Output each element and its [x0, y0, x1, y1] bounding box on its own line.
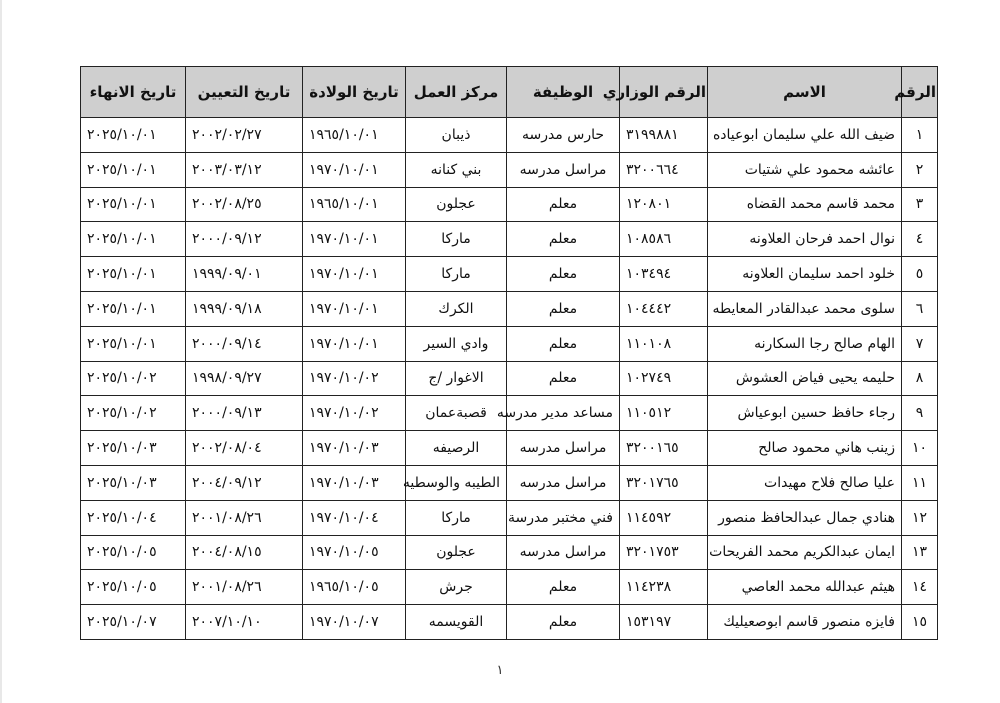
cell-num: ١٥ — [902, 605, 938, 640]
cell-job: معلم — [507, 222, 620, 257]
cell-ministry-id: ١١٤٢٣٨ — [620, 570, 708, 605]
cell-name: ايمان عبدالكريم محمد الفريحات — [708, 535, 902, 570]
cell-num: ٣ — [902, 187, 938, 222]
cell-name: فايزه منصور قاسم ابوصعيليك — [708, 605, 902, 640]
cell-ministry-id: ١٢٠٨٠١ — [620, 187, 708, 222]
header-num: الرقم — [902, 67, 938, 118]
cell-name: سلوى محمد عبدالقادر المعايطه — [708, 291, 902, 326]
cell-birth-date: ١٩٧٠/١٠/٠٢ — [303, 361, 406, 396]
cell-num: ٩ — [902, 396, 938, 431]
cell-workplace: الكرك — [406, 291, 507, 326]
cell-name: الهام صالح رجا السكارنه — [708, 326, 902, 361]
cell-birth-date: ١٩٧٠/١٠/٠١ — [303, 326, 406, 361]
cell-job: مراسل مدرسه — [507, 465, 620, 500]
cell-name: خلود احمد سليمان العلاونه — [708, 257, 902, 292]
cell-appointment-date: ٢٠٠٢/٠٨/٠٤ — [186, 431, 303, 466]
cell-ministry-id: ٣٢٠٠١٦٥ — [620, 431, 708, 466]
cell-end-date: ٢٠٢٥/١٠/٠١ — [81, 222, 186, 257]
cell-birth-date: ١٩٧٠/١٠/٠١ — [303, 152, 406, 187]
header-end-date: تاريخ الانهاء — [81, 67, 186, 118]
cell-workplace: جرش — [406, 570, 507, 605]
cell-birth-date: ١٩٧٠/١٠/٠١ — [303, 222, 406, 257]
cell-appointment-date: ٢٠٠٢/٠٨/٢٥ — [186, 187, 303, 222]
cell-name: محمد قاسم محمد القضاه — [708, 187, 902, 222]
table-row — [81, 465, 938, 500]
cell-num: ١٠ — [902, 431, 938, 466]
cell-appointment-date: ٢٠٠٤/٠٨/١٥ — [186, 535, 303, 570]
cell-workplace: عجلون — [406, 187, 507, 222]
header-appointment-date: تاريخ التعيين — [186, 67, 303, 118]
cell-appointment-date: ٢٠٠٧/١٠/١٠ — [186, 605, 303, 640]
cell-end-date: ٢٠٢٥/١٠/٠٢ — [81, 361, 186, 396]
cell-ministry-id: ٣٢٠١٧٥٣ — [620, 535, 708, 570]
cell-job: معلم — [507, 257, 620, 292]
table-row — [81, 222, 938, 257]
cell-appointment-date: ٢٠٠٠/٠٩/١٢ — [186, 222, 303, 257]
cell-workplace: وادي السير — [406, 326, 507, 361]
cell-end-date: ٢٠٢٥/١٠/٠١ — [81, 257, 186, 292]
cell-num: ٢ — [902, 152, 938, 187]
header-workplace: مركز العمل — [406, 67, 507, 118]
cell-birth-date: ١٩٧٠/١٠/٠١ — [303, 291, 406, 326]
cell-end-date: ٢٠٢٥/١٠/٠١ — [81, 152, 186, 187]
table-row — [81, 152, 938, 187]
cell-ministry-id: ٣١٩٩٨٨١ — [620, 118, 708, 153]
cell-job: معلم — [507, 326, 620, 361]
cell-ministry-id: ١٠٣٤٩٤ — [620, 257, 708, 292]
cell-end-date: ٢٠٢٥/١٠/٠١ — [81, 118, 186, 153]
cell-num: ١٢ — [902, 500, 938, 535]
cell-appointment-date: ٢٠٠١/٠٨/٢٦ — [186, 500, 303, 535]
table-row — [81, 361, 938, 396]
cell-workplace: الرصيفه — [406, 431, 507, 466]
cell-workplace: الاغوار /ج — [406, 361, 507, 396]
cell-birth-date: ١٩٦٥/١٠/٠١ — [303, 118, 406, 153]
cell-job: مراسل مدرسه — [507, 152, 620, 187]
cell-num: ٤ — [902, 222, 938, 257]
table-row — [81, 500, 938, 535]
cell-name: هيثم عبدالله محمد العاصي — [708, 570, 902, 605]
cell-job: مراسل مدرسه — [507, 431, 620, 466]
cell-ministry-id: ١٠٨٥٨٦ — [620, 222, 708, 257]
cell-end-date: ٢٠٢٥/١٠/٠٣ — [81, 465, 186, 500]
header-job: الوظيفة — [507, 67, 620, 118]
cell-birth-date: ١٩٦٥/١٠/٠١ — [303, 187, 406, 222]
cell-name: زينب هاني محمود صالح — [708, 431, 902, 466]
cell-name: عائشه محمود علي شتيات — [708, 152, 902, 187]
cell-end-date: ٢٠٢٥/١٠/٠٢ — [81, 396, 186, 431]
cell-workplace: ماركا — [406, 500, 507, 535]
cell-num: ١١ — [902, 465, 938, 500]
cell-workplace: الطيبه والوسطيه — [406, 465, 507, 500]
cell-job: معلم — [507, 361, 620, 396]
table-row — [81, 605, 938, 640]
cell-num: ٨ — [902, 361, 938, 396]
cell-end-date: ٢٠٢٥/١٠/٠٥ — [81, 535, 186, 570]
cell-ministry-id: ٣٢٠٠٦٦٤ — [620, 152, 708, 187]
cell-workplace: قصبةعمان — [406, 396, 507, 431]
cell-job: فني مختبر مدرسة — [507, 500, 620, 535]
cell-job: مراسل مدرسه — [507, 535, 620, 570]
cell-appointment-date: ٢٠٠٠/٠٩/١٤ — [186, 326, 303, 361]
cell-job: مساعد مدير مدرسه — [507, 396, 620, 431]
cell-name: حليمه يحيى فياض العشوش — [708, 361, 902, 396]
table-row — [81, 570, 938, 605]
cell-job: معلم — [507, 291, 620, 326]
cell-end-date: ٢٠٢٥/١٠/٠٧ — [81, 605, 186, 640]
cell-num: ١ — [902, 118, 938, 153]
cell-appointment-date: ١٩٩٨/٠٩/٢٧ — [186, 361, 303, 396]
table-row — [81, 257, 938, 292]
cell-ministry-id: ١١٠١٠٨ — [620, 326, 708, 361]
cell-name: هنادي جمال عبدالحافظ منصور — [708, 500, 902, 535]
header-name: الاسم — [708, 67, 902, 118]
cell-birth-date: ١٩٧٠/١٠/٠٢ — [303, 396, 406, 431]
cell-ministry-id: ١١٤٥٩٢ — [620, 500, 708, 535]
cell-name: رجاء حافظ حسين ابوعياش — [708, 396, 902, 431]
cell-job: معلم — [507, 187, 620, 222]
table-row — [81, 187, 938, 222]
cell-workplace: القويسمه — [406, 605, 507, 640]
employee-table — [80, 66, 938, 640]
cell-num: ١٤ — [902, 570, 938, 605]
header-ministry-id: الرقم الوزاري — [620, 67, 708, 118]
cell-birth-date: ١٩٦٥/١٠/٠٥ — [303, 570, 406, 605]
cell-birth-date: ١٩٧٠/١٠/٠٣ — [303, 465, 406, 500]
cell-appointment-date: ١٩٩٩/٠٩/٠١ — [186, 257, 303, 292]
cell-end-date: ٢٠٢٥/١٠/٠٣ — [81, 431, 186, 466]
table-row — [81, 431, 938, 466]
cell-workplace: ذيبان — [406, 118, 507, 153]
header-row — [81, 67, 938, 118]
cell-appointment-date: ٢٠٠٣/٠٣/١٢ — [186, 152, 303, 187]
cell-num: ٧ — [902, 326, 938, 361]
cell-name: ضيف الله علي سليمان ابوعياده — [708, 118, 902, 153]
table-body — [81, 118, 938, 640]
header-birth-date: تاريخ الولادة — [303, 67, 406, 118]
cell-ministry-id: ١٠٢٧٤٩ — [620, 361, 708, 396]
cell-name: نوال احمد فرحان العلاونه — [708, 222, 902, 257]
cell-ministry-id: ١٥٣١٩٧ — [620, 605, 708, 640]
table-row — [81, 291, 938, 326]
cell-end-date: ٢٠٢٥/١٠/٠٤ — [81, 500, 186, 535]
cell-workplace: بني كنانه — [406, 152, 507, 187]
cell-workplace: ماركا — [406, 257, 507, 292]
cell-end-date: ٢٠٢٥/١٠/٠٥ — [81, 570, 186, 605]
cell-end-date: ٢٠٢٥/١٠/٠١ — [81, 291, 186, 326]
cell-ministry-id: ٣٢٠١٧٦٥ — [620, 465, 708, 500]
cell-name: عليا صالح فلاح مهيدات — [708, 465, 902, 500]
cell-appointment-date: ٢٠٠٠/٠٩/١٣ — [186, 396, 303, 431]
table-row — [81, 326, 938, 361]
table-row — [81, 396, 938, 431]
cell-num: ٦ — [902, 291, 938, 326]
cell-num: ٥ — [902, 257, 938, 292]
cell-ministry-id: ١١٠٥١٢ — [620, 396, 708, 431]
cell-job: حارس مدرسه — [507, 118, 620, 153]
cell-appointment-date: ٢٠٠٤/٠٩/١٢ — [186, 465, 303, 500]
cell-job: معلم — [507, 605, 620, 640]
cell-workplace: ماركا — [406, 222, 507, 257]
cell-birth-date: ١٩٧٠/١٠/٠١ — [303, 257, 406, 292]
cell-end-date: ٢٠٢٥/١٠/٠١ — [81, 326, 186, 361]
cell-num: ١٣ — [902, 535, 938, 570]
cell-job: معلم — [507, 570, 620, 605]
cell-appointment-date: ٢٠٠١/٠٨/٢٦ — [186, 570, 303, 605]
table-row — [81, 535, 938, 570]
cell-birth-date: ١٩٧٠/١٠/٠٧ — [303, 605, 406, 640]
table-row — [81, 118, 938, 153]
cell-ministry-id: ١٠٤٤٤٢ — [620, 291, 708, 326]
cell-birth-date: ١٩٧٠/١٠/٠٣ — [303, 431, 406, 466]
cell-birth-date: ١٩٧٠/١٠/٠٤ — [303, 500, 406, 535]
cell-appointment-date: ١٩٩٩/٠٩/١٨ — [186, 291, 303, 326]
cell-workplace: عجلون — [406, 535, 507, 570]
cell-end-date: ٢٠٢٥/١٠/٠١ — [81, 187, 186, 222]
page-number: ١ — [496, 663, 504, 678]
cell-appointment-date: ٢٠٠٢/٠٢/٢٧ — [186, 118, 303, 153]
cell-birth-date: ١٩٧٠/١٠/٠٥ — [303, 535, 406, 570]
